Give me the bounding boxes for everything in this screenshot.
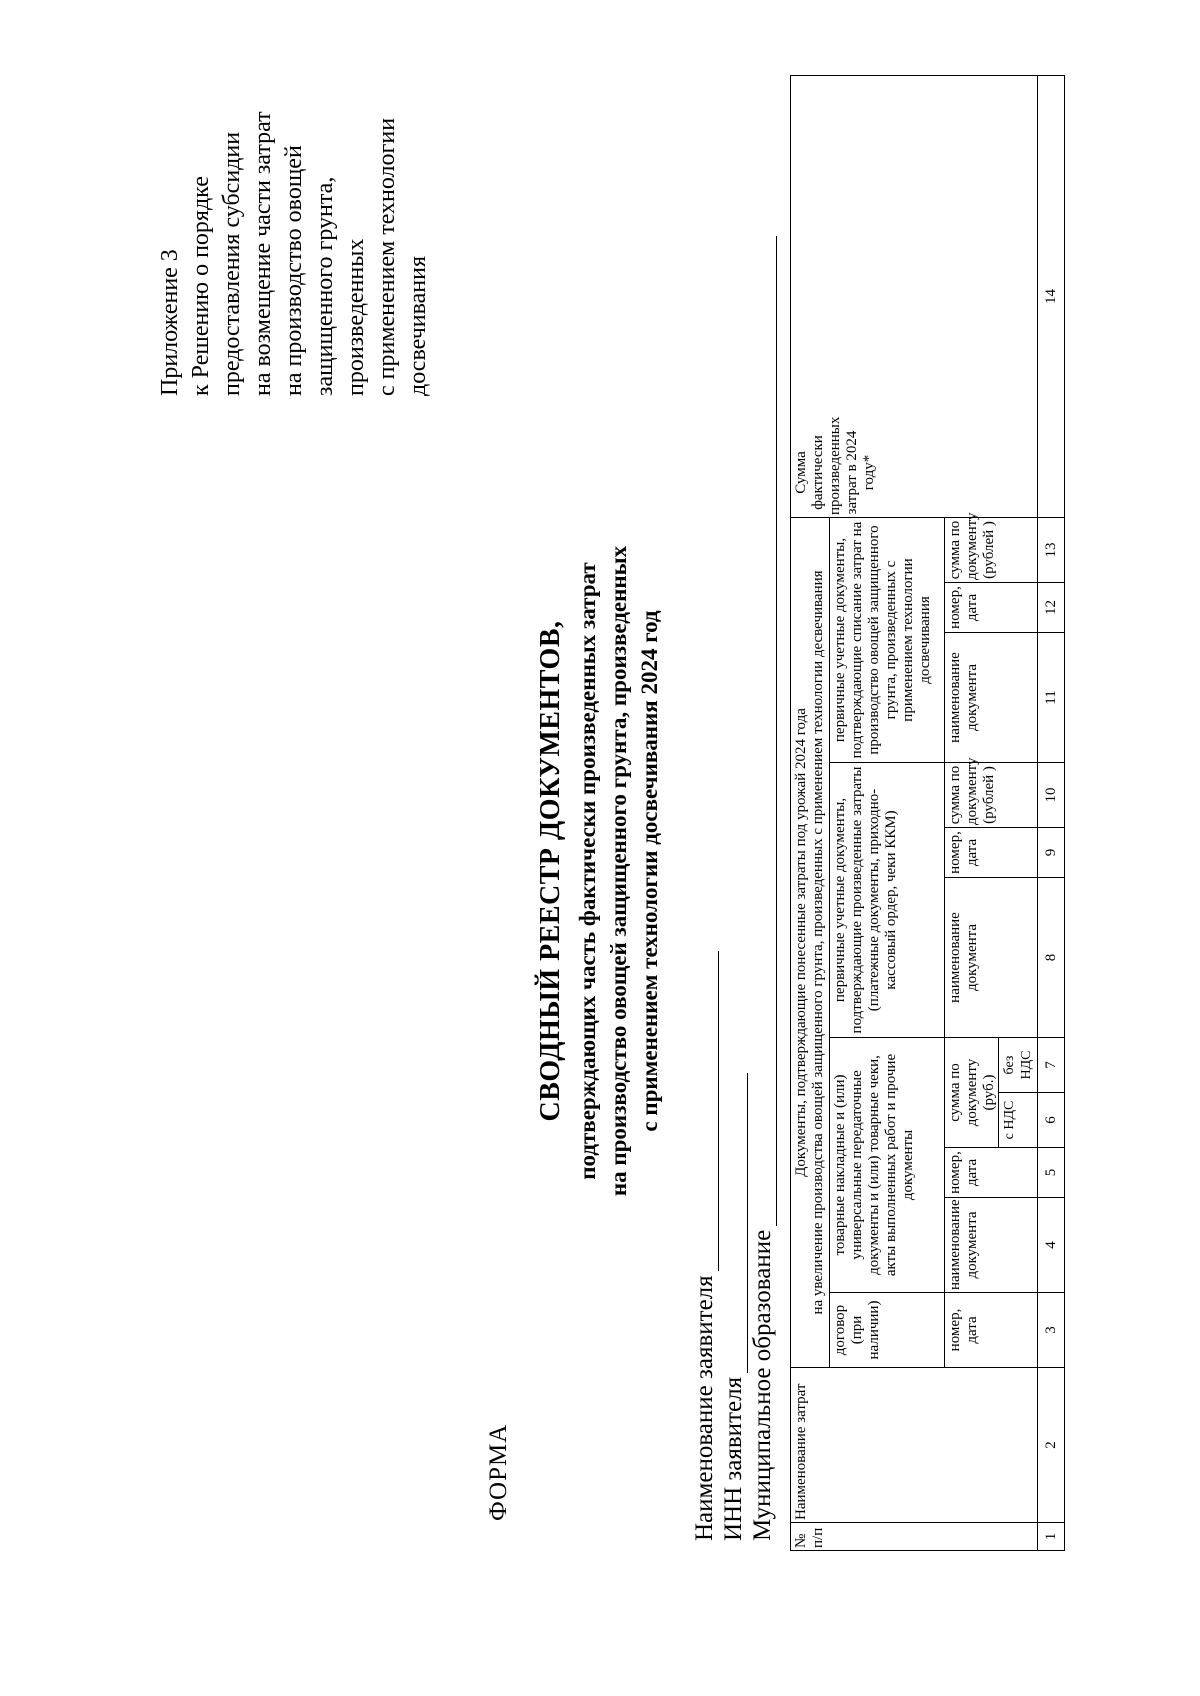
col-number: 2 xyxy=(1038,1368,1065,1523)
form-label: ФОРМА xyxy=(485,1423,512,1521)
col-number: 10 xyxy=(1038,763,1065,828)
group-header: Документы, подтверждающие понесенные затраты под урожай 2024 года xyxy=(791,517,811,1367)
total-header-text: Сумма фактически произведенных затрат в 2024 году* xyxy=(793,416,877,515)
col-cost-name-header: Наименование затрат xyxy=(791,1368,1038,1523)
payment-doc-name: наименование документа xyxy=(945,878,1038,1038)
appendix-line: защищенного грунта, xyxy=(312,176,338,396)
col-number: 8 xyxy=(1038,878,1065,1038)
applicant-name-line[interactable] xyxy=(696,951,719,1271)
col-number: 9 xyxy=(1038,828,1065,878)
col-number: 12 xyxy=(1038,583,1065,633)
municipality-row xyxy=(748,236,777,1541)
appendix-line: на возмещение части затрат xyxy=(250,111,276,396)
col-number: 3 xyxy=(1038,1293,1065,1368)
with-vat-header: с НДС xyxy=(999,1093,1038,1148)
subgroup-right: десвечивания xyxy=(810,570,826,658)
appendix-line: к Решению о порядке xyxy=(188,176,214,396)
applicant-inn-label: ИНН заявителя xyxy=(720,1376,747,1541)
payment-amount: сумма по документу (рублей ) xyxy=(945,763,1038,828)
invoice-doc-name: наименование документа xyxy=(945,1198,1038,1293)
appendix-block xyxy=(155,16,434,396)
subgroup-left: на увеличение производства овощей защищенного грунта, произведенных с применением технологии xyxy=(810,660,826,1315)
municipality-line[interactable] xyxy=(754,236,777,1226)
col-number: 1 xyxy=(1038,1523,1065,1551)
contract-header: договор (при наличии) xyxy=(830,1293,945,1368)
applicant-name-label: Наименование заявителя xyxy=(691,1275,718,1541)
writeoff-amount: сумма по документу (рублей ) xyxy=(945,517,1038,582)
appendix-line: с применением технологии xyxy=(374,117,400,396)
col-number: 6 xyxy=(1038,1093,1065,1148)
writeoff-doc-name: наименование документа xyxy=(945,633,1038,763)
payments-header: первичные учетные документы, подтверждающие произведенные затраты (платежные документы, приходно-кассовый ордер, чеки ККМ) xyxy=(830,763,945,1038)
applicant-inn-row xyxy=(719,236,748,1541)
applicant-fields xyxy=(690,236,777,1541)
appendix-line: предоставления субсидии xyxy=(219,131,245,396)
subtitle-line: с применением технологии досвечивания 2024 год xyxy=(637,610,662,1132)
applicant-name-row xyxy=(690,236,719,1541)
appendix-line: Приложение 3 xyxy=(157,249,183,396)
header-row-1 xyxy=(791,75,811,1550)
appendix-line: досвечивания xyxy=(405,255,431,396)
invoices-header: товарные накладные и (или) универсальные передаточные документы и (или) товарные чеки, акты выполненных работ и прочие документы xyxy=(830,1038,945,1293)
col-number: 11 xyxy=(1038,633,1065,763)
appendix-line: произведенных xyxy=(343,238,369,396)
applicant-inn-line[interactable] xyxy=(725,1073,748,1373)
subtitle-line: подтверждающих часть фактически произведенных затрат xyxy=(575,562,600,1180)
registry-table xyxy=(790,75,1065,1551)
col-number: 14 xyxy=(1038,75,1065,517)
document-subtitle xyxy=(572,346,665,1396)
subgroup-header xyxy=(810,517,830,1367)
writeoff-number-date: номер, дата xyxy=(945,583,1038,633)
col-number: 7 xyxy=(1038,1038,1065,1093)
col-number: 13 xyxy=(1038,517,1065,582)
invoice-number-date: номер, дата xyxy=(945,1148,1038,1198)
contract-number-date: номер, дата xyxy=(945,1293,1038,1368)
invoice-amount-header: сумма по документу (руб.) xyxy=(945,1038,999,1148)
document-title: СВОДНЫЙ РЕЕСТР ДОКУМЕНТОВ, xyxy=(535,620,566,1122)
col-number: 4 xyxy=(1038,1198,1065,1293)
col-no-header: № п/п xyxy=(791,1523,1038,1551)
subtitle-line: на производство овощей защищенного грунта, произведенных xyxy=(606,545,631,1197)
col-total-header xyxy=(791,75,1038,517)
without-vat-header: без НДС xyxy=(999,1038,1038,1093)
municipality-label: Муниципальное образование xyxy=(749,1229,776,1541)
payment-number-date: номер, дата xyxy=(945,828,1038,878)
appendix-line: на производство овощей xyxy=(281,145,307,396)
column-numbers-row xyxy=(1038,75,1065,1550)
col-number: 5 xyxy=(1038,1148,1065,1198)
writeoff-header: первичные учетные документы, подтверждающие списание затрат на производство овощей защищенного грунта, произведенных с применением технологии досвечивания xyxy=(830,517,945,762)
